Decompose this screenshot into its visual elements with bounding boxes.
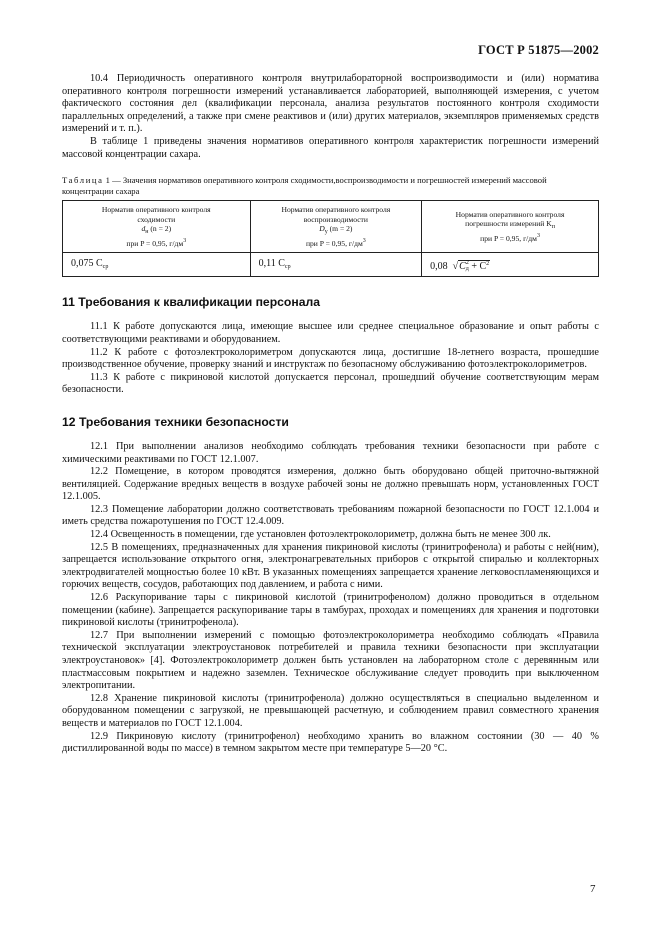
page-number: 7 [590,883,596,895]
table-header-row [63,201,599,253]
section-11-title: 11 Требования к квалификации персонала [62,295,321,310]
value-repeatability: 0,075 $C_{ср}$ [63,253,251,277]
sqrt-sign: √ [452,260,459,272]
header-line: сходимости [137,214,176,224]
header-symbol: $d_н$ (n = 2) [141,223,172,235]
header-line: воспроизводимости [303,214,368,224]
header-condition: при P = 0,95, $г/дм^3$ [126,237,187,248]
paragraph-12-9: 12.9 Пикриновую кислоту (тринитрофенол) необходимо хранить во влажном состоянии (30 — 40 % дистиллированной воды по массе) в темном закрытом месте при температуре 5—20 °С. [62,730,599,755]
error-formula: 0,08 √C2 $д + C^2$ [430,259,490,272]
header-line: Норматив оперативного контроля [101,205,211,215]
header-cell-error [422,201,599,253]
paragraph-11-1: 11.1 К работе допускаются лица, имеющие высшее или среднее специальное образование и опыт работы с соответствующими реактивами и оборудованием. [62,321,599,345]
paragraph-11-3: 11.3 К работе с пикриновой кислотой допускается персонал, прошедший обучение соответствующим мерам безопасности. [62,371,599,396]
norms-table [62,200,599,277]
paragraph-12-8: 12.8 Хранение пикриновой кислоты (тринитрофенола) должно осуществляться в специально выделенном и оборудованном помещении с загрузкой, не превышающей расчетную, и соблюдением правил совместного хранения веществ и материалов по ГОСТ 12.1.004. [62,692,599,729]
document-code-header: ГОСТ Р 51875—2002 [478,43,599,57]
header-line: погрешности измерений $K_п$ [465,219,555,231]
page-content [62,73,599,756]
header-cell-repeatability [63,201,251,253]
header-line: Норматив оперативного контроля [455,209,565,219]
header-cell-reproducibility [250,201,422,253]
value-reproducibility: 0,11 $C_{ср}$ [250,253,422,277]
header-line: Норматив оперативного контроля [281,205,391,215]
table-value-row [63,253,599,277]
paragraph-12-5: 12.5 В помещениях, предназначенных для хранения пикриновой кислоты (тринитрофенола) и работы с ней(ним), запрещается использование открытого огня, электронагревательных приборов с открытой спиралью и коллекторных электродвигателей мощностью более 10 кВт. В указанных помещениях запрещается хранение легковоспламеняющихся и горючих веществ, сосудов, работающих под давлением, и работа с ними. [62,541,599,591]
paragraph-11-2: 11.2 К работе с фотоэлектроколориметром допускаются лица, достигшие 18-летнего возраста, прошедшие производственное обучение, проверку знаний и инструктаж по безопасному обслуживанию фотоэлектроколориметров. [62,346,599,371]
value-error [422,253,599,277]
table-caption [62,175,599,196]
table-caption-text: 1 — Значения нормативов оперативного контроля сходимости,воспроизводимости и погрешностей измерений массовой концентрации сахара [62,175,547,196]
paragraph-12-4: 12.4 Освещенность в помещении, где установлен фотоэлектроколориметр, должна быть не менее 300 лк. [90,529,551,541]
header-condition: при P = 0,95, $г/дм^3$ [480,233,540,244]
header-condition: при P = 0,95, $г/дм^3$ [305,237,366,248]
paragraph-12-6: 12.6 Раскупоривание тары с пикриновой кислотой (тринитрофенолом) должно проводиться в отдельном помещении (кабине). Запрещается раскупоривание тары в тамбурах, проходах и помещениях для хранения и подготовки пикриновой кислоты (тринитрофенола). [62,592,599,629]
header-symbol: $D_у$ (m = 2) [319,223,353,235]
section-12-title: 12 Требования техники безопасности [62,414,289,429]
paragraph-12-1: 12.1 При выполнении анализов необходимо соблюдать требования техники безопасности при работе с химическими реактивами по ГОСТ 12.1.007. [62,440,599,465]
paragraph-10-4: 10.4 Периодичность оперативного контроля внутрилабораторной воспроизводимости и (или) норматива оперативного контроля погрешности измерений устанавливается лабораторией, выполняющей измерения, с учетом фактического состояния дел (квалификации персонала, анализа результатов постоянного контроля сходимости параллельных определений, а также при смене реактивов и (или) других материалов, экземпляров применяемых средств измерений и т. п.). [62,73,599,135]
paragraph-12-7: 12.7 При выполнении измерений с помощью фотоэлектроколориметра необходимо соблюдать «Правила технической эксплуатации электроустановок потребителей и правила техники безопасности при эксплуатации электроустановок» [4]. Фотоэлектроколориметр должен быть установлен на лабораторном столе с деревянным или пластмассовым покрытием и надежно заземлен. Техническое обслуживание следует проводить при выключенном электропитании. [62,629,599,692]
table-caption-word: Таблица [62,175,104,186]
paragraph-table-intro: В таблице 1 приведены значения нормативов оперативного контроля характеристик погрешности измерений массовой концентрации сахара. [62,135,599,160]
paragraph-12-2: 12.2 Помещение, в котором проводятся измерения, должно быть оборудовано общей приточно-вытяжной вентиляцией. Содержание вредных веществ в воздухе рабочей зоны не должно превышать норм, установленных ГОСТ 12.1.005. [62,466,599,503]
paragraph-12-3: 12.3 Помещение лаборатории должно соответствовать требованиям пожарной безопасности по ГОСТ 12.1.004 и иметь средства пожаротушения по ГОСТ 12.4.009. [62,503,599,528]
